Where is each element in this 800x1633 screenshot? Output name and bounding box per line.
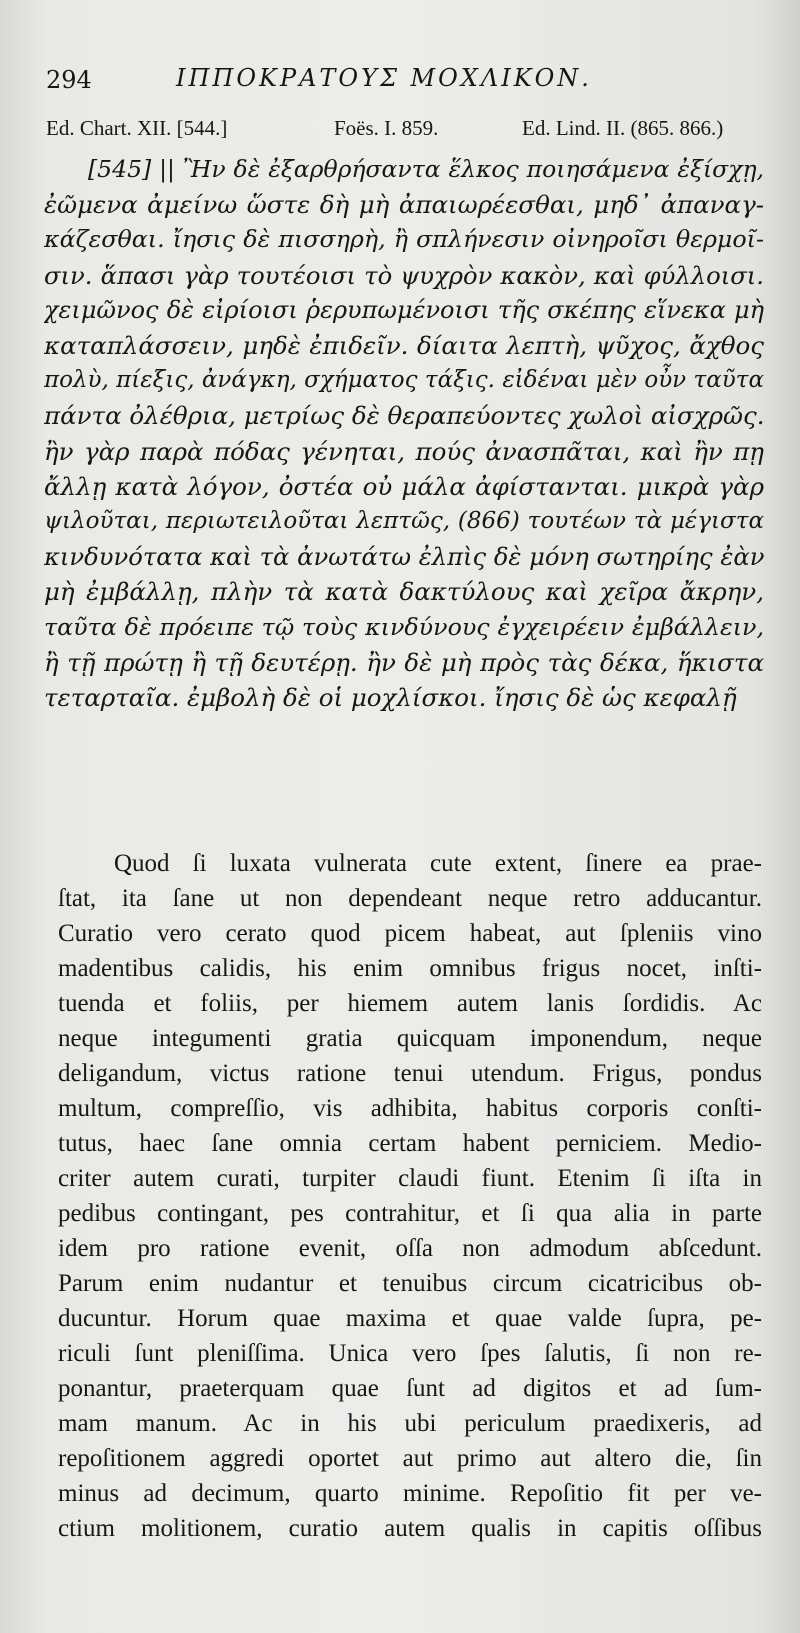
latin-text-block — [58, 846, 762, 1546]
greek-line: καταπλάσσειν, μηδὲ ἐπιδεῖν. δίαιτα λεπτὴ, ψῦχος, ἄχθος — [44, 331, 764, 361]
greek-line: τεταρταῖα. ἐμβολὴ δὲ οἱ μοχλίσκοι. ἴησις δὲ ὡς κεφαλῇ — [44, 683, 737, 713]
latin-line: Parum enim nudantur et tenuibus circum cicatricibus ob- — [58, 1270, 762, 1297]
edition-references — [46, 116, 764, 150]
latin-line: Quod ſi luxata vulnerata cute extent, ſinere ea prae- — [114, 850, 762, 877]
latin-line: ſtat, ita ſane ut non dependeant neque retro adducantur. — [58, 885, 762, 912]
greek-line: ταῦτα δὲ πρόειπε τῷ τοὺς κινδύνους ἐγχειρέειν ἐμβάλλειν, — [44, 612, 764, 641]
greek-line: σιν. ἅπασι γὰρ τουτέοισι τὸ ψυχρὸν κακὸν, καὶ φύλλοισι. — [44, 260, 764, 290]
greek-line: ἐῶμενα ἀμείνω ὥστε δὴ μὴ ἀπαιωρέεσθαι, μηδ᾽ ἀπαναγ- — [44, 190, 764, 220]
running-title: ΙΠΠΟΚΡΑΤΟΥΣ ΜΟΧΛΙΚΟΝ. — [176, 64, 592, 92]
latin-line: tuenda et foliis, per hiemem autem lanis ſordidis. Ac — [58, 990, 762, 1017]
greek-line: ἢν γὰρ παρὰ πόδας γένηται, πούς ἀνασπᾶται, καὶ ἢν πῃ — [44, 436, 764, 466]
latin-line: tutus, haec ſane omnia certam habent perniciem. Medio- — [58, 1130, 762, 1157]
latin-line: ctium molitionem, curatio autem qualis in capitis oſſibus — [58, 1515, 762, 1542]
greek-line: χειμῶνος δὲ εἰρίοισι ῥερυπωμένοισι τῆς σκέπης εἵνεκα μὴ — [44, 295, 764, 324]
greek-line: μὴ ἐμβάλλῃ, πλὴν τὰ κατὰ δακτύλους καὶ χεῖρα ἄκρην, — [44, 577, 764, 607]
page-number: 294 — [46, 66, 92, 94]
greek-line: [545] || Ἢν δὲ ἐξαρθρήσαντα ἕλκος ποιησάμενα ἐξίσχῃ, — [88, 155, 764, 183]
greek-line: ἢ τῇ πρώτῃ ἢ τῇ δευτέρῃ. ἢν δὲ μὴ πρὸς τὰς δέκα, ἥκιστα — [44, 647, 764, 677]
latin-line: Curatio vero cerato quod picem habeat, aut ſpleniis vino — [58, 920, 762, 947]
latin-line: mam manum. Ac in his ubi periculum praedixeris, ad — [58, 1410, 762, 1437]
latin-line: pedibus contingant, pes contrahitur, et ſi qua alia in parte — [58, 1200, 762, 1227]
latin-line: idem pro ratione evenit, oſſa non admodum abſcedunt. — [58, 1235, 762, 1262]
latin-line: criter autem curati, turpiter claudi fiunt. Etenim ſi iſta in — [58, 1165, 762, 1192]
greek-text-block — [44, 152, 764, 715]
latin-line: madentibus calidis, his enim omnibus frigus nocet, inſti- — [58, 955, 762, 982]
latin-line: ducuntur. Horum quae maxima et quae valde ſupra, pe- — [58, 1305, 762, 1332]
latin-line: multum, compreſſio, vis adhibita, habitus corporis conſti- — [58, 1095, 762, 1122]
foes-reference: Foës. I. 859. — [334, 116, 439, 140]
latin-line: riculi ſunt pleniſſima. Unica vero ſpes ſalutis, ſi non re- — [58, 1340, 762, 1367]
greek-line: κάζεσθαι. ἴησις δὲ πισσηρὴ, ἢ σπλήνεσιν οἰνηροῖσι θερμοῖ- — [44, 225, 764, 254]
latin-line: ponantur, praeterquam quae ſunt ad digitos et ad ſum- — [58, 1375, 762, 1402]
chartier-reference: Ed. Chart. XII. [544.] — [46, 116, 228, 140]
latin-line: minus ad decimum, quarto minime. Repoſitio fit per ve- — [58, 1480, 762, 1507]
latin-line: neque integumenti gratia quicquam imponendum, neque — [58, 1025, 762, 1052]
latin-line: deligandum, victus ratione tenui utendum. Frigus, pondus — [58, 1060, 762, 1087]
greek-line: ἄλλῃ κατὰ λόγον, ὀστέα οὐ μάλα ἀφίστανται. μικρὰ γὰρ — [44, 471, 764, 501]
greek-line: πάντα ὀλέθρια, μετρίως δὲ θεραπεύοντες χωλοὶ αἰσχρῶς. — [44, 401, 764, 431]
greek-line: πολὺ, πίεξις, ἀνάγκη, σχήματος τάξις. εἰδέναι μὲν οὖν ταῦτα — [44, 367, 764, 394]
greek-line: ψιλοῦται, περιωτειλοῦται λεπτῶς, (866) τουτέων τὰ μέγιστα — [44, 508, 764, 535]
linden-reference: Ed. Lind. II. (865. 866.) — [522, 116, 724, 140]
latin-line: repoſitionem aggredi oportet aut primo aut altero die, ſin — [58, 1445, 762, 1472]
greek-line: κινδυνότατα καὶ τὰ ἀνωτάτω ἐλπὶς δὲ μόνη σωτηρίης ἐὰν — [44, 542, 764, 572]
page-header — [46, 60, 760, 100]
